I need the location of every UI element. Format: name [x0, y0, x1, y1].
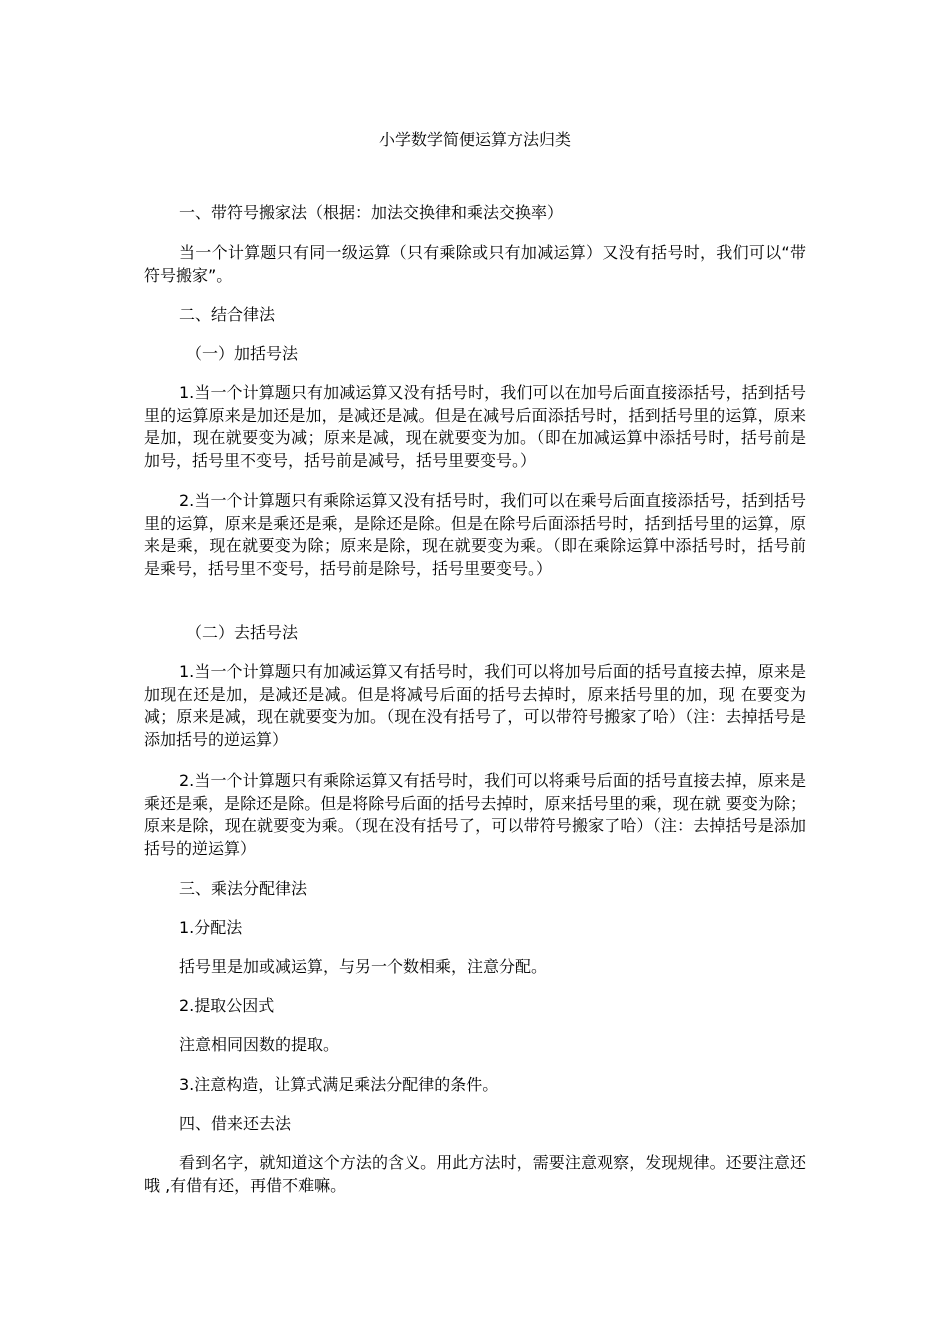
paragraph-6: 括号里是加或减运算，与另一个数相乘，注意分配。	[179, 957, 548, 976]
subsection-heading-2a: （一）加括号法	[186, 344, 299, 363]
paragraph-5: 2.当一个计算题只有乘除运算又有括号时，我们可以将乘号后面的括号直接去掉，原来是乘还是乘，是除还是除。但是将除号后面的括号去掉时，原来括号里的乘，现在就 要变为除；原来是除，现在就要变为乘。（现在没有括号了，可以带符号搬家了哈）（注：去掉括号是添加括号的逆运算）	[144, 771, 806, 858]
subsection-heading-3a: 1.分配法	[179, 918, 243, 937]
paragraph-9: 看到名字，就知道这个方法的含义。用此方法时，需要注意观察，发现规律。还要注意还哦 ,有借有还，再借不难嘛。	[144, 1153, 806, 1195]
paragraph-7: 注意相同因数的提取。	[179, 1035, 340, 1054]
subsection-heading-3b: 2.提取公因式	[179, 996, 275, 1015]
paragraph-2: 1.当一个计算题只有加减运算又没有括号时，我们可以在加号后面直接添括号，括到括号里的运算原来是加还是加，是减还是减。但是在减号后面添括号时，括到括号里的运算，原来是加，现在就要变为减；原来是减，现在就要变为加。（即在加减运算中添括号时，括号前是加号，括号里不变号，括号前是减号，括号里要变号。）	[144, 383, 806, 470]
paragraph-8: 3.注意构造，让算式满足乘法分配律的条件。	[179, 1075, 499, 1094]
subsection-heading-2b: （二）去括号法	[186, 623, 299, 642]
section-heading-1: 一、带符号搬家法（根据：加法交换律和乘法交换率）	[179, 203, 564, 222]
paragraph-4: 1.当一个计算题只有加减运算又有括号时，我们可以将加号后面的括号直接去掉，原来是加现在还是加，是减还是减。但是将减号后面的括号去掉时，原来括号里的加，现 在要变为减；原来是减，现在就要变为加。（现在没有括号了，可以带符号搬家了哈）（注：去掉括号是添加括号的逆运算）	[144, 662, 806, 749]
paragraph-3: 2.当一个计算题只有乘除运算又没有括号时，我们可以在乘号后面直接添括号，括到括号里的运算，原来是乘还是乘，是除还是除。但是在除号后面添括号时，括到括号里的运算，原来是乘，现在就要变为除；原来是除，现在就要变为乘。（即在乘除运算中添括号时，括号前是乘号，括号里不变号，括号前是除号，括号里要变号。）	[144, 491, 806, 578]
section-heading-2: 二、结合律法	[179, 305, 276, 324]
section-heading-3: 三、乘法分配律法	[179, 879, 308, 898]
document-title: 小学数学简便运算方法归类	[378, 130, 571, 149]
paragraph-1: 当一个计算题只有同一级运算（只有乘除或只有加减运算）又没有括号时，我们可以“带符号搬家”。	[144, 243, 806, 285]
section-heading-4: 四、借来还去法	[179, 1114, 292, 1133]
